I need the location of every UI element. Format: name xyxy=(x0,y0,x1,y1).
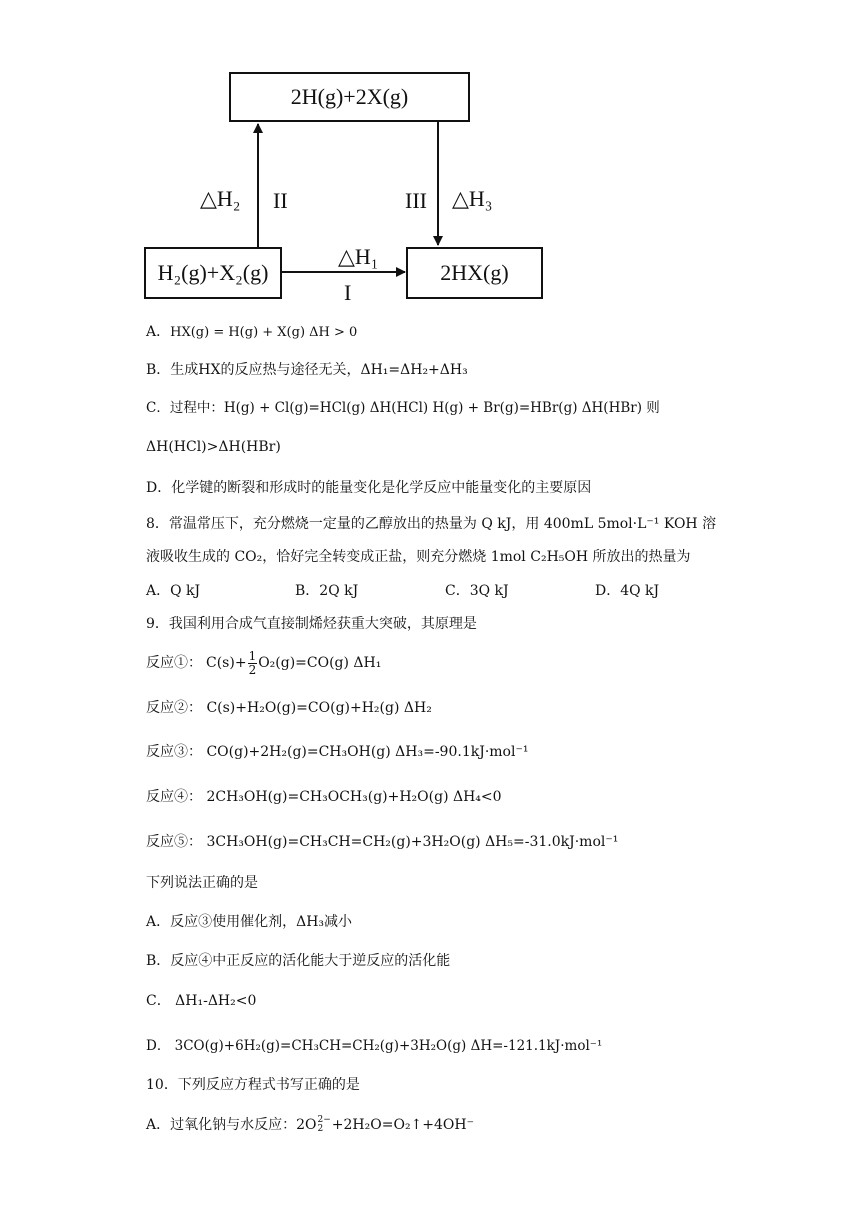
q9-r1-part-a: C(s)+ xyxy=(206,655,247,671)
q10-option-a-coef: 2O xyxy=(296,1117,317,1133)
q10-option-a-charge: 2− xyxy=(317,1115,331,1125)
q7-option-b: B．生成HX的反应热与途径无关，ΔH₁=ΔH₂+ΔH₃ xyxy=(146,362,468,378)
q9-reaction-5: 反应⑤： 3CH₃OH(g)=CH₃CH=CH₂(g)+3H₂O(g) ΔH₅=-31.0kJ·mol⁻¹ xyxy=(146,834,619,850)
right-box: 2HX(g) xyxy=(406,247,543,299)
q9-prompt: 下列说法正确的是 xyxy=(146,875,258,891)
q8-stem-line1: 8．常温常压下，充分燃烧一定量的乙醇放出的热量为 Q kJ，用 400mL 5mol·L⁻¹ KOH 溶 xyxy=(146,516,717,532)
q9-reaction-1 xyxy=(146,648,381,678)
q9-option-d: D． 3CO(g)+6H₂(g)=CH₃CH=CH₂(g)+3H₂O(g) ΔH=-121.1kJ·mol⁻¹ xyxy=(146,1038,603,1054)
q7-option-a-equation: HX(g) = H(g) + X(g) ΔH > 0 xyxy=(170,325,358,340)
q9-r1-part-b: O₂(g)=CO(g) ΔH₁ xyxy=(258,655,382,671)
q9-reaction-4: 反应④： 2CH₃OH(g)=CH₃OCH₃(g)+H₂O(g) ΔH₄<0 xyxy=(146,789,502,805)
q10-stem: 10．下列反应方程式书写正确的是 xyxy=(146,1077,360,1093)
q9-r1-label: 反应①： xyxy=(146,655,202,671)
q8-option-c: C．3Q kJ xyxy=(445,583,509,599)
q10-option-a xyxy=(146,1114,474,1136)
q7-option-a xyxy=(146,322,357,343)
top-box: 2H(g)+2X(g) xyxy=(229,72,470,122)
q7-option-a-label: A． xyxy=(146,324,171,340)
q9-r1-numerator: 1 xyxy=(248,648,257,663)
q9-reaction-2: 反应②： C(s)+H₂O(g)=CO(g)+H₂(g) ΔH₂ xyxy=(146,700,432,716)
dh3-label: △H₃ xyxy=(452,186,493,211)
q7-option-d: D．化学键的断裂和形成时的能量变化是化学反应中能量变化的主要原因 xyxy=(146,480,592,496)
q8-option-d: D．4Q kJ xyxy=(595,583,660,599)
q9-option-c: C． ΔH₁-ΔH₂<0 xyxy=(146,993,257,1009)
roman-3-label: III xyxy=(405,188,427,213)
q9-r1-fraction xyxy=(248,650,258,677)
q7-option-c-line1: C．过程中：H(g) + Cl(g)=HCl(g) ΔH(HCl) H(g) + Br(g)=HBr(g) ΔH(HBr) 则 xyxy=(146,400,660,416)
dh2-label: △H₂ xyxy=(200,186,241,211)
q7-option-c-line2: ΔH(HCl)>ΔH(HBr) xyxy=(146,439,281,455)
roman-2-label: II xyxy=(273,188,288,213)
q10-option-a-script xyxy=(318,1116,331,1134)
left-box: H₂(g)+X₂(g) xyxy=(144,247,282,299)
q10-option-a-subscript: 2 xyxy=(317,1124,324,1134)
q9-r1-denominator: 2 xyxy=(248,662,257,677)
q9-stem: 9．我国利用合成气直接制烯烃获重大突破，其原理是 xyxy=(146,616,477,632)
q10-option-a-label: A．过氧化钠与水反应： xyxy=(146,1117,297,1133)
q9-reaction-3: 反应③： CO(g)+2H₂(g)=CH₃OH(g) ΔH₃=-90.1kJ·mol⁻¹ xyxy=(146,744,529,760)
dh1-label: △H₁ xyxy=(338,244,379,269)
q9-option-b: B．反应④中正反应的活化能大于逆反应的活化能 xyxy=(146,953,451,969)
q8-option-b: B．2Q kJ xyxy=(295,583,359,599)
q10-option-a-rest: +2H₂O=O₂↑+4OH⁻ xyxy=(331,1117,474,1133)
q8-stem-line2: 液吸收生成的 CO₂，恰好完全转变成正盐，则充分燃烧 1mol C₂H₅OH 所放出的热量为 xyxy=(146,549,691,565)
roman-1-label: I xyxy=(344,280,352,305)
q8-option-a: A．Q kJ xyxy=(146,583,201,599)
q9-option-a: A．反应③使用催化剂，ΔH₃减小 xyxy=(146,914,353,930)
